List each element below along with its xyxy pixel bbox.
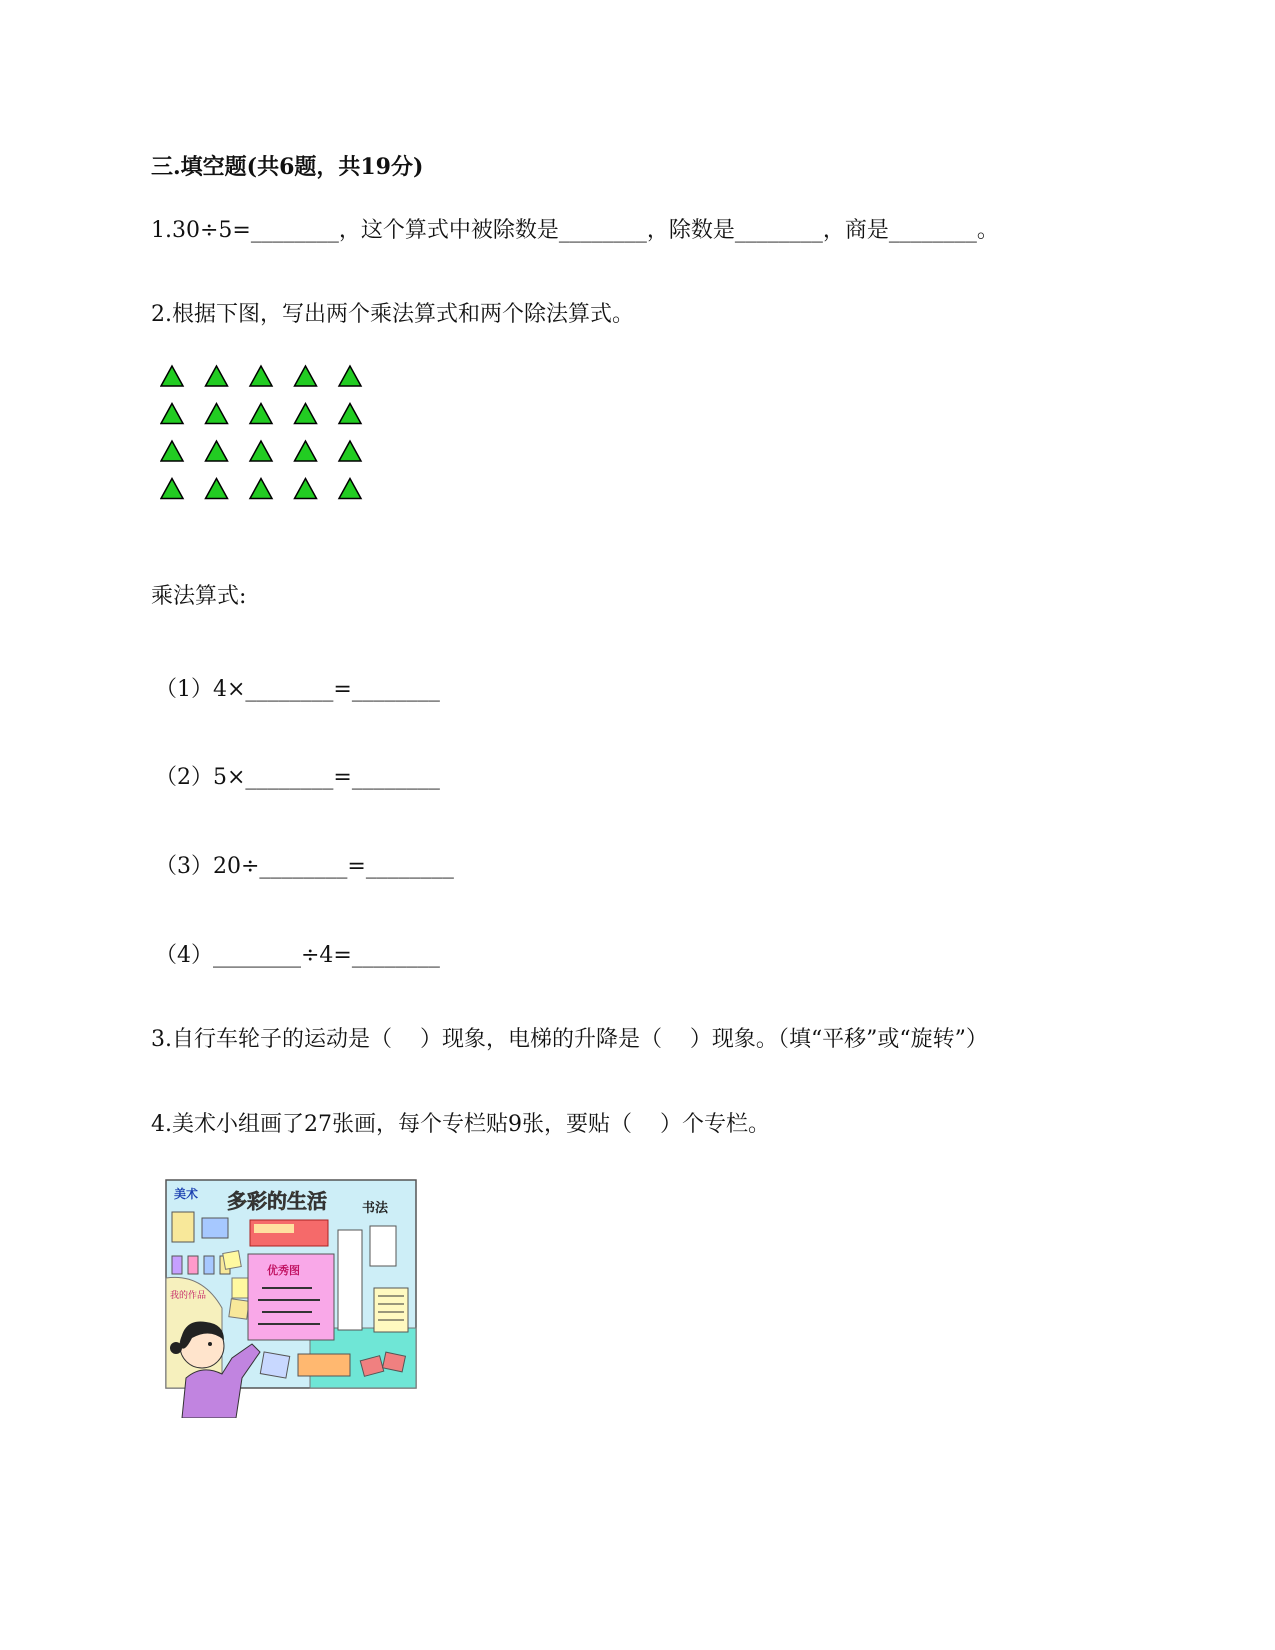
triangle-shape: [161, 479, 183, 499]
triangle-shape: [339, 441, 361, 461]
triangle-shape: [206, 479, 228, 499]
poster-side-label: 我的作品: [170, 1291, 207, 1301]
poster-left-label: 美术: [174, 1187, 199, 1201]
section-title: 三.填空题(共6题，共19分): [151, 154, 424, 180]
question-4: 4.美术小组画了27张画，每个专栏贴9张，要贴（ ）个专栏。: [151, 1112, 770, 1137]
question-2: 2.根据下图，写出两个乘法算式和两个除法算式。: [151, 302, 634, 327]
triangle-shape: [250, 479, 272, 499]
item-3: （3）20÷________=________: [155, 854, 454, 879]
triangle-shape: [339, 479, 361, 499]
poster-illustration: [162, 1178, 422, 1418]
poster-center-label: 优秀图: [267, 1264, 300, 1277]
triangle-shape: [161, 404, 183, 424]
poster-right-label: 书法: [362, 1201, 389, 1216]
triangle-shape: [295, 404, 317, 424]
triangle-shape: [295, 479, 317, 499]
triangle-shape: [250, 366, 272, 386]
multiplication-label: 乘法算式:: [151, 584, 247, 609]
triangle-shape: [206, 441, 228, 461]
triangle-shape: [339, 404, 361, 424]
triangle-shape: [161, 441, 183, 461]
triangle-grid-figure: [160, 362, 380, 502]
triangle-shape: [206, 404, 228, 424]
item-2: （2）5×________=________: [155, 765, 440, 790]
triangle-shape: [295, 441, 317, 461]
triangle-shape: [250, 404, 272, 424]
triangle-shape: [295, 366, 317, 386]
question-3: 3.自行车轮子的运动是（ ）现象，电梯的升降是（ ）现象。（填“平移”或“旋转”）: [151, 1027, 988, 1052]
poster-title: 多彩的生活: [227, 1189, 327, 1213]
triangle-shape: [206, 366, 228, 386]
question-1: 1.30÷5=________，这个算式中被除数是________，除数是________，商是________。: [151, 218, 999, 243]
item-4: （4）________÷4=________: [155, 943, 440, 968]
triangle-shape: [339, 366, 361, 386]
triangle-shape: [161, 366, 183, 386]
triangle-shape: [250, 441, 272, 461]
item-1: （1）4×________=________: [155, 677, 440, 702]
